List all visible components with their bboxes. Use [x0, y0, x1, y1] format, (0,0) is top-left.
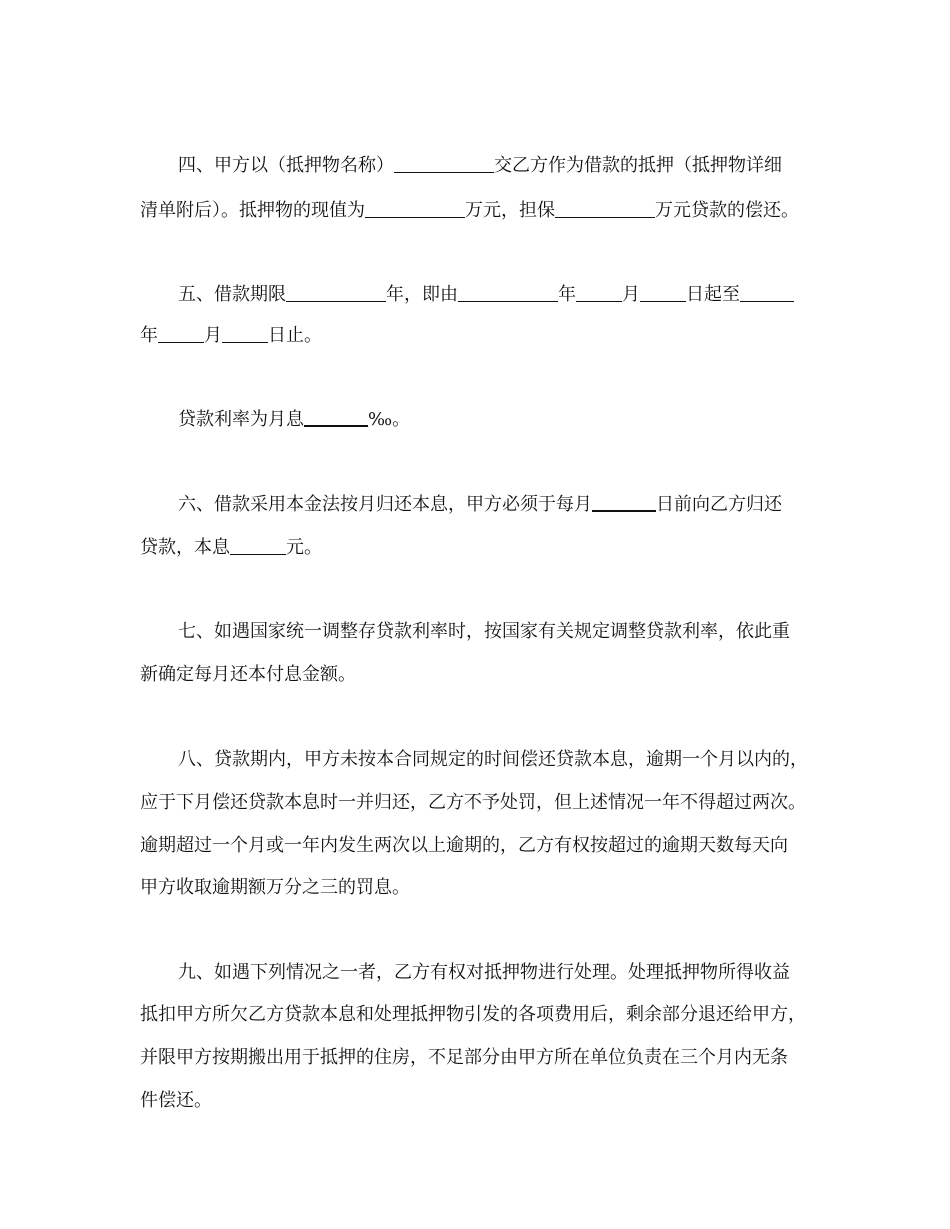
clause-5-text-f: 年 [140, 325, 158, 346]
clause-9-line-4: 件偿还。 [140, 1090, 212, 1111]
end-month-blank [158, 324, 204, 343]
clause-5-text-d: 月 [622, 284, 640, 305]
clause-7-line-1: 七、如遇国家统一调整存贷款利率时，按国家有关规定调整贷款利率，依此重 [178, 621, 790, 642]
start-day-blank [640, 283, 686, 302]
clause-4-text-c: 清单附后）。抵押物的现值为 [140, 200, 365, 221]
clause-8-line-2: 应于下月偿还贷款本息时一并归还，乙方不予处罚，但上述情况一年不得超过两次。 [140, 792, 806, 813]
monthly-rate-blank [304, 407, 368, 427]
clause-4-text-e: 万元贷款的偿还。 [655, 200, 799, 221]
clause-5-text-c: 年 [558, 284, 576, 305]
clause-5-text-a: 五、借款期限 [178, 284, 286, 305]
end-year-blank-prefix [740, 283, 794, 302]
principal-interest-blank [230, 536, 286, 555]
clause-5-text-h: 日止。 [268, 325, 322, 346]
clause-5-line-1 [178, 281, 868, 309]
clause-5-line-2 [140, 322, 830, 350]
clause-6-text-b: 日前向乙方归还 [656, 494, 782, 515]
clause-6-text-a: 六、借款采用本金法按月归还本息，甲方必须于每月 [178, 494, 592, 515]
collateral-value-blank [365, 199, 465, 218]
clause-9-line-1: 九、如遇下列情况之一者，乙方有权对抵押物进行处理。处理抵押物所得收益 [178, 962, 790, 983]
collateral-name-blank [394, 154, 494, 173]
clause-7-line-2: 新确定每月还本付息金额。 [140, 664, 356, 685]
interest-rate-text-a: 贷款利率为月息 [178, 409, 304, 430]
clause-9-line-3: 并限甲方按期搬出用于抵押的住房，不足部分由甲方所在单位负责在三个月内无条 [140, 1047, 788, 1068]
guarantee-amount-blank [555, 199, 655, 218]
clause-8-line-4: 甲方收取逾期额万分之三的罚息。 [140, 877, 410, 898]
interest-rate-line [178, 406, 868, 434]
clause-8-line-1: 八、贷款期内，甲方未按本合同规定的时间偿还贷款本息，逾期一个月以内的， [178, 749, 808, 770]
clause-6-line-1 [178, 491, 868, 519]
start-year-blank [458, 283, 558, 302]
clause-5-text-g: 月 [204, 325, 222, 346]
start-month-blank [576, 283, 622, 302]
term-years-blank [286, 283, 386, 302]
clause-4-line-2 [140, 197, 830, 225]
clause-4-text-b: 交乙方作为借款的抵押（抵押物详细 [494, 155, 782, 176]
clause-8-line-3: 逾期超过一个月或一年内发生两次以上逾期的，乙方有权按超过的逾期天数每天向 [140, 835, 788, 856]
clause-6-text-c: 贷款，本息 [140, 537, 230, 558]
clause-6-line-2 [140, 534, 830, 562]
clause-5-text-b: 年，即由 [386, 284, 458, 305]
clause-5-text-e: 日起至 [686, 284, 740, 305]
clause-4-line-1 [178, 152, 868, 180]
clause-4-text-d: 万元，担保 [465, 200, 555, 221]
interest-rate-text-b: ‰。 [368, 409, 411, 430]
clause-6-text-d: 元。 [286, 537, 322, 558]
repayment-day-blank [592, 492, 656, 512]
end-day-blank [222, 324, 268, 343]
clause-9-line-2: 抵扣甲方所欠乙方贷款本息和处理抵押物引发的各项费用后，剩余部分退还给甲方， [140, 1004, 806, 1025]
clause-4-text-a: 四、甲方以（抵押物名称） [178, 155, 394, 176]
